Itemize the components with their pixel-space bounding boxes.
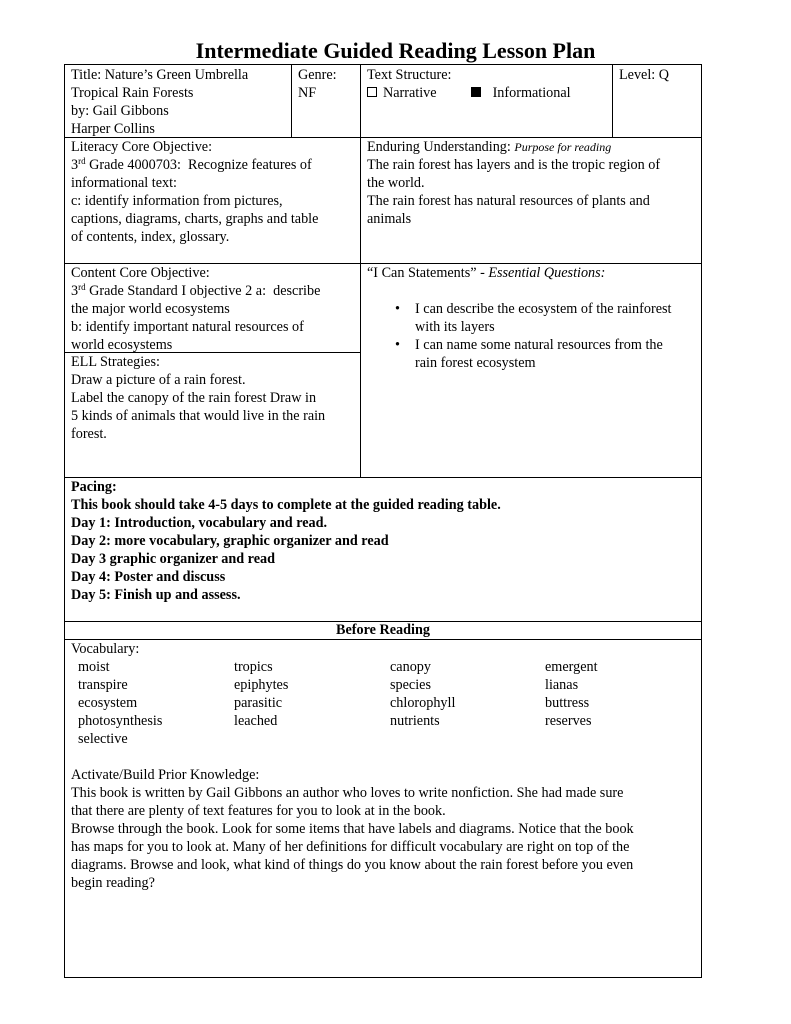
bullet-line: I can name some natural resources from the <box>415 337 663 353</box>
literacy-line: of contents, index, glossary. <box>71 229 230 245</box>
vocab-word: nutrients <box>390 713 440 729</box>
title-cell <box>71 66 248 138</box>
vocab-word: moist <box>78 659 110 675</box>
grade-suffix: rd <box>78 156 86 166</box>
text-structure-label: Text Structure: <box>367 67 452 83</box>
narrative-checkbox[interactable] <box>367 87 377 97</box>
text-structure-cell <box>367 66 571 102</box>
row-divider <box>65 639 701 640</box>
vocab-word: transpire <box>78 677 128 693</box>
content-heading: Content Core Objective: <box>71 265 210 281</box>
level-value: Level: Q <box>619 67 670 83</box>
col-divider <box>291 65 292 137</box>
ell-line: Label the canopy of the rain forest Draw in <box>71 390 317 406</box>
grade-text: Grade 4000703: Recognize features of <box>85 157 312 173</box>
i-can-heading <box>367 264 671 282</box>
genre-label: Genre: <box>298 67 337 83</box>
bullet-line: rain forest ecosystem <box>415 355 536 371</box>
bullet-icon: • <box>395 301 400 317</box>
enduring-purpose: Purpose for reading <box>514 140 612 154</box>
content-line: world ecosystems <box>71 337 173 353</box>
pacing-line: Day 2: more vocabulary, graphic organizer and read <box>71 533 389 549</box>
literacy-line: c: identify information from pictures, <box>71 193 283 209</box>
literacy-grade-line <box>71 156 318 174</box>
prior-knowledge-line: has maps for you to look at. Many of her definitions for difficult vocabulary are right on top of the <box>71 839 630 855</box>
literacy-line: captions, diagrams, charts, graphs and table <box>71 211 319 227</box>
grade-number: 3 <box>71 157 79 173</box>
prior-knowledge-section <box>71 766 634 892</box>
pacing-line: Day 1: Introduction, vocabulary and read. <box>71 515 328 531</box>
bullet-line: I can describe the ecosystem of the rainforest <box>415 301 672 317</box>
level-cell <box>619 66 669 84</box>
page-title: Intermediate Guided Reading Lesson Plan <box>195 38 596 63</box>
pacing-line: This book should take 4-5 days to complete at the guided reading table. <box>71 497 501 513</box>
vocab-word: species <box>390 677 431 693</box>
content-line: the major world ecosystems <box>71 301 230 317</box>
book-title: Title: Nature’s Green Umbrella <box>71 67 249 83</box>
vocab-column <box>390 658 455 730</box>
text-structure-options <box>367 84 571 102</box>
vocab-column <box>78 658 162 748</box>
genre-cell <box>298 66 337 102</box>
content-grade-line <box>71 282 320 300</box>
vocab-word: lianas <box>545 677 579 693</box>
literacy-heading: Literacy Core Objective: <box>71 139 213 155</box>
vocab-word: buttress <box>545 695 590 711</box>
bullet-icon: • <box>395 337 400 353</box>
book-subtitle: Tropical Rain Forests <box>71 85 194 101</box>
grade-number: 3 <box>71 283 79 299</box>
enduring-line: animals <box>367 211 412 227</box>
col-divider <box>360 65 361 477</box>
prior-knowledge-line: that there are plenty of text features for you to look at in the book. <box>71 803 446 819</box>
pacing-cell <box>71 478 501 604</box>
prior-knowledge-line: begin reading? <box>71 875 155 891</box>
vocab-word: leached <box>234 713 278 729</box>
lesson-plan-table <box>64 64 702 978</box>
vocab-word: tropics <box>234 659 273 675</box>
ell-line: 5 kinds of animals that would live in the rain <box>71 408 326 424</box>
vocab-word: canopy <box>390 659 431 675</box>
enduring-heading-text: Enduring Understanding: <box>367 139 515 155</box>
enduring-understanding-cell <box>367 138 660 228</box>
vocab-word: photosynthesis <box>78 713 163 729</box>
informational-label: Informational <box>492 85 571 101</box>
genre-value: NF <box>298 85 317 101</box>
enduring-line: the world. <box>367 175 425 191</box>
grade-text: Grade Standard I objective 2 a: describe <box>85 283 321 299</box>
prior-knowledge-heading: Activate/Build Prior Knowledge: <box>71 767 260 783</box>
vocab-word: chlorophyll <box>390 695 456 711</box>
pacing-line: Day 4: Poster and discuss <box>71 569 226 585</box>
narrative-label: Narrative <box>383 85 437 101</box>
enduring-line: The rain forest has layers and is the tropic region of <box>367 157 661 173</box>
book-author: by: Gail Gibbons <box>71 103 169 119</box>
before-reading-heading: Before Reading <box>336 622 430 638</box>
content-line: b: identify important natural resources of <box>71 319 304 335</box>
book-publisher: Harper Collins <box>71 121 155 137</box>
ell-line: forest. <box>71 426 107 442</box>
literacy-line: informational text: <box>71 175 177 191</box>
bullet-line: with its layers <box>415 319 495 335</box>
vocab-word: selective <box>78 731 128 747</box>
literacy-objective-cell <box>71 138 318 246</box>
vocab-word: ecosystem <box>78 695 138 711</box>
pacing-heading: Pacing: <box>71 479 117 495</box>
vocab-word: reserves <box>545 713 592 729</box>
prior-knowledge-line: This book is written by Gail Gibbons an author who loves to write nonfiction. She had made sure <box>71 785 624 801</box>
vocab-word: epiphytes <box>234 677 289 693</box>
i-can-statements-cell <box>367 264 671 372</box>
pacing-line: Day 5: Finish up and assess. <box>71 587 241 603</box>
essential-questions-label: Essential Questions: <box>488 265 606 281</box>
content-objective-cell <box>71 264 320 354</box>
grade-suffix: rd <box>78 282 86 292</box>
vocab-column <box>234 658 288 730</box>
vocabulary-label: Vocabulary: <box>71 641 140 657</box>
i-can-bullet <box>367 300 671 336</box>
ell-heading: ELL Strategies: <box>71 354 160 370</box>
informational-checkbox[interactable] <box>471 87 481 97</box>
prior-knowledge-line: Browse through the book. Look for some items that have labels and diagrams. Notice that the book <box>71 821 634 837</box>
vocab-word: parasitic <box>234 695 283 711</box>
enduring-line: The rain forest has natural resources of plants and <box>367 193 650 209</box>
vocab-word: emergent <box>545 659 598 675</box>
i-can-heading-text: “I Can Statements” - <box>367 265 489 281</box>
i-can-bullet <box>367 336 671 372</box>
ell-strategies-cell <box>71 353 325 443</box>
vocab-column <box>545 658 598 730</box>
ell-line: Draw a picture of a rain forest. <box>71 372 246 388</box>
pacing-line: Day 3 graphic organizer and read <box>71 551 276 567</box>
enduring-heading <box>367 138 660 156</box>
col-divider <box>612 65 613 137</box>
prior-knowledge-line: diagrams. Browse and look, what kind of things do you know about the rain forest before you even <box>71 857 634 873</box>
